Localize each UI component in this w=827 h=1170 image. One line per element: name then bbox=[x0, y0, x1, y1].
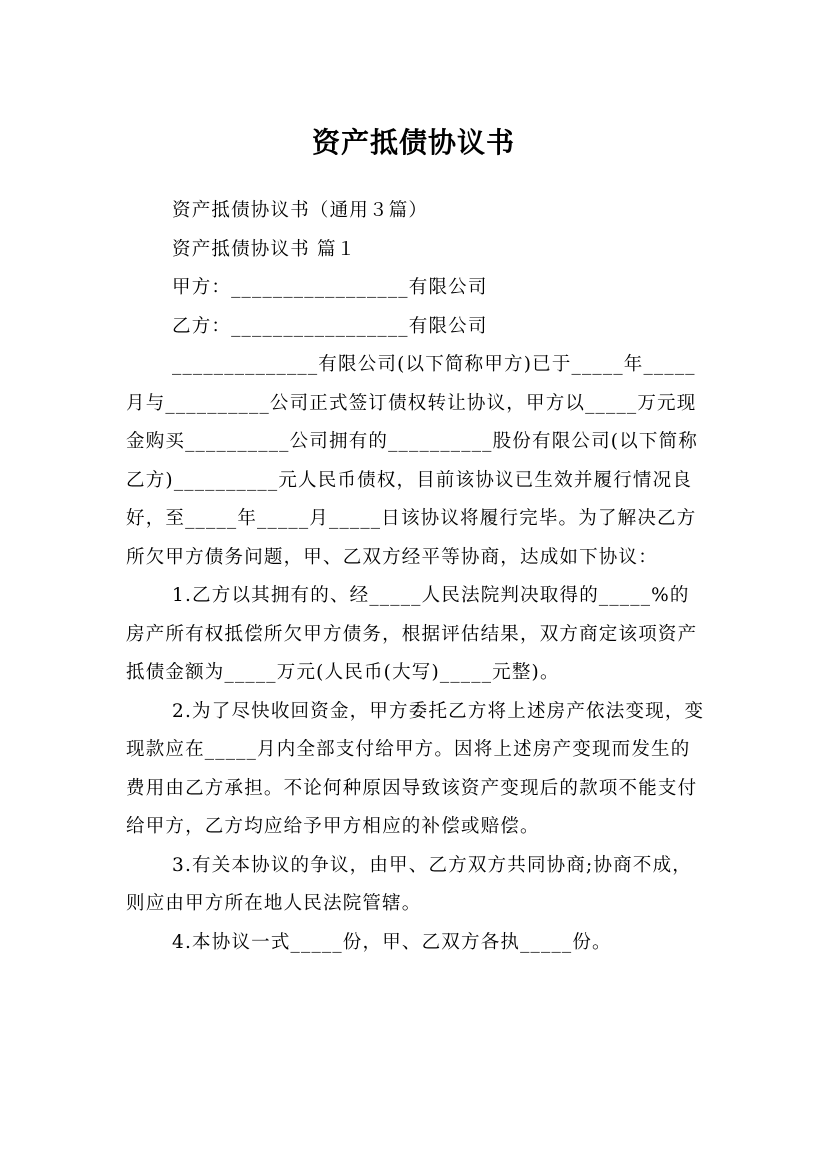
preamble-paragraph: ______________有限公司(以下简称甲方)已于_____年_____月与__________公司正式签订债权转让协议，甲方以_____万元现金购买__________公司拥有的__________股份有限公司(以下简称乙方)__________元人民币债权，目前该协议已生效并履行情况良好，至_____年_____月_____日该协议将履行完毕。为了解决乙方所欠甲方债务问题，甲、乙双方经平等协商，达成如下协议： bbox=[126, 354, 699, 568]
clause-3: 3.有关本协议的争议，由甲、乙方双方共同协商;协商不成，则应由甲方所在地人民法院管辖。 bbox=[126, 854, 692, 914]
clause-2: 2.为了尽快收回资金，甲方委托乙方将上述房产依法变现，变现款应在_____月内全部支付给甲方。因将上述房产变现而发生的费用由乙方承担。不论何种原因导致该资产变现后的款项不能支付给甲方，乙方均应给予甲方相应的补偿或赔偿。 bbox=[126, 700, 705, 837]
document-body bbox=[126, 192, 706, 962]
document-title: 资产抵债协议书 bbox=[311, 125, 515, 159]
party-a-line: 甲方：_________________有限公司 bbox=[172, 277, 488, 298]
clause-1: 1.乙方以其拥有的、经_____人民法院判决取得的_____%的房产所有权抵偿所欠甲方债务，根据评估结果，双方商定该项资产抵债金额为_____万元(人民币(大写)_____元整)。 bbox=[126, 585, 698, 683]
section-heading: 资产抵债协议书 篇１ bbox=[172, 238, 357, 260]
party-b-line: 乙方：_________________有限公司 bbox=[172, 315, 488, 337]
clause-4: 4.本协议一式_____份，甲、乙双方各执_____份。 bbox=[172, 931, 612, 953]
subtitle: 资产抵债协议书（通用３篇） bbox=[172, 200, 429, 221]
